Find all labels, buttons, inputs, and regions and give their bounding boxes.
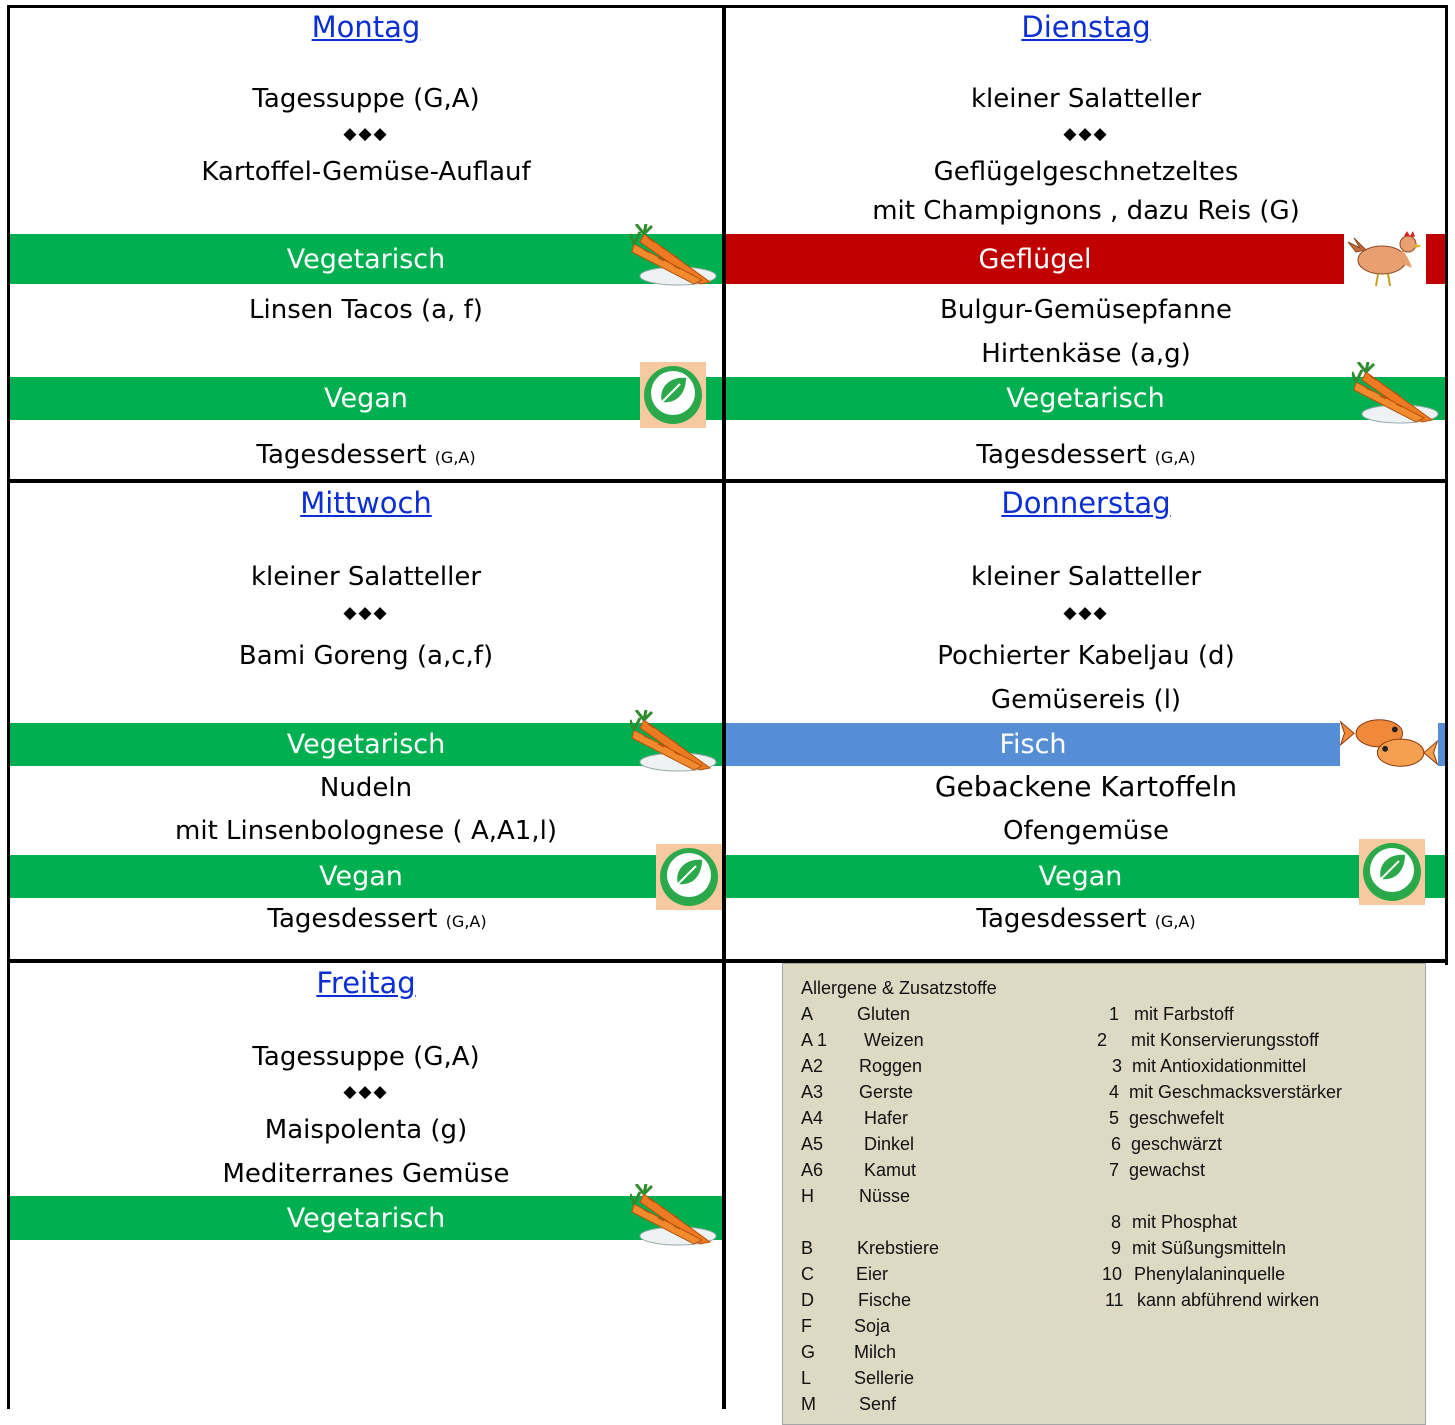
legend-additive-number: 2 <box>1097 1030 1108 1050</box>
legend-allergen-code: A2 <box>801 1056 824 1076</box>
legend-allergen-name: Krebstiere <box>857 1238 940 1258</box>
donnerstag-alt-line-2: Ofengemüse <box>1003 816 1169 846</box>
day-link-freitag[interactable]: Freitag <box>316 966 416 1000</box>
legend-additive-name: geschwefelt <box>1129 1108 1225 1128</box>
mittwoch-vegetarian-label: Vegetarisch <box>286 729 446 760</box>
freitag-vegetarian-bar <box>10 1196 722 1240</box>
legend-additive-name: mit Phosphat <box>1132 1212 1238 1232</box>
legend-allergen-code: A 1 <box>801 1030 828 1050</box>
legend-additive-name: mit Süßungsmitteln <box>1132 1238 1287 1258</box>
donnerstag-fish-label: Fisch <box>999 729 1067 760</box>
legend-allergen-name: Soja <box>854 1316 891 1336</box>
donnerstag-alt-line-1: Gebackene Kartoffeln <box>934 770 1238 803</box>
montag-dessert <box>10 440 722 470</box>
legend-allergen-code: B <box>801 1238 814 1258</box>
legend-allergen-code: H <box>801 1186 814 1206</box>
mittwoch-vegetarian-bar <box>10 723 722 766</box>
legend-additive-name: mit Farbstoff <box>1134 1004 1234 1024</box>
allergen-legend <box>782 963 1426 1425</box>
legend-additive-name: mit Geschmacksverstärker <box>1129 1082 1343 1102</box>
legend-allergen-name: Sellerie <box>854 1368 915 1388</box>
dienstag-poultry-bar-tail <box>1426 234 1445 284</box>
legend-additive-number: 4 <box>1109 1082 1120 1102</box>
vegan-leaf-icon <box>656 844 722 910</box>
montag-vegan-bar <box>10 377 722 420</box>
dienstag-dessert-allergens: (G,A) <box>1154 448 1196 467</box>
legend-allergen-name: Gluten <box>857 1004 911 1024</box>
legend-additive-name: gewachst <box>1129 1160 1206 1180</box>
legend-allergen-code: A4 <box>801 1108 824 1128</box>
dienstag-starter: kleiner Salatteller <box>970 84 1202 114</box>
donnerstag-dessert <box>726 904 1446 934</box>
freitag-vegetarian-label: Vegetarisch <box>286 1203 446 1234</box>
donnerstag-fish-bar <box>726 723 1340 766</box>
legend-allergen-code: A3 <box>801 1082 824 1102</box>
legend-additive-number: 7 <box>1109 1160 1120 1180</box>
legend-allergen-code: F <box>801 1316 812 1336</box>
dienstag-poultry-label: Geflügel <box>978 244 1092 275</box>
legend-allergen-code: A5 <box>801 1134 824 1154</box>
chicken-icon <box>1346 228 1426 288</box>
freitag-main-line-2: Mediterranes Gemüse <box>222 1159 510 1189</box>
legend-additive-number: 10 <box>1102 1264 1123 1284</box>
vegan-leaf-icon <box>1359 839 1425 905</box>
legend-allergen-name: Eier <box>856 1264 889 1284</box>
mittwoch-vegan-label: Vegan <box>319 861 403 892</box>
mittwoch-dessert-allergens: (G,A) <box>445 912 487 931</box>
mittwoch-separator: ◆◆◆ <box>343 603 389 623</box>
legend-additive-name: Phenylalaninquelle <box>1134 1264 1286 1284</box>
legend-allergen-code: M <box>801 1394 816 1414</box>
legend-allergen-name: Dinkel <box>864 1134 915 1154</box>
legend-allergen-code: A <box>801 1004 814 1024</box>
mittwoch-alt-line-1: Nudeln <box>319 773 413 803</box>
mittwoch-dessert-label: Tagesdessert <box>267 904 438 934</box>
legend-additive-number: 3 <box>1112 1056 1123 1076</box>
donnerstag-vegan-label: Vegan <box>1038 861 1123 892</box>
donnerstag-starter: kleiner Salatteller <box>970 562 1202 592</box>
montag-main-dish: Kartoffel-Gemüse-Auflauf <box>201 157 531 187</box>
mittwoch-main-dish: Bami Goreng (a,c,f) <box>238 641 494 671</box>
carrot-icon <box>630 710 720 774</box>
donnerstag-vegan-bar <box>726 855 1445 898</box>
legend-additive-name: mit Konservierungsstoff <box>1131 1030 1319 1050</box>
legend-allergen-name: Kamut <box>864 1160 917 1180</box>
dienstag-vegetarian-bar <box>726 377 1445 420</box>
montag-dessert-label: Tagesdessert <box>256 440 427 470</box>
legend-additive-number: 11 <box>1105 1290 1124 1310</box>
legend-allergen-code: A6 <box>801 1160 824 1180</box>
mittwoch-vegan-bar <box>10 855 722 898</box>
legend-allergen-name: Roggen <box>859 1056 923 1076</box>
legend-allergen-code: D <box>801 1290 814 1310</box>
legend-additive-number: 1 <box>1109 1004 1120 1024</box>
dienstag-main-line-2: mit Champignons , dazu Reis (G) <box>872 196 1300 226</box>
legend-additive-number: 5 <box>1109 1108 1120 1128</box>
legend-allergen-code: L <box>801 1368 812 1388</box>
frame-top-border <box>7 5 1448 8</box>
mittwoch-alt-line-2: mit Linsenbolognese ( A,A1,l) <box>175 816 557 846</box>
legend-allergen-code: G <box>801 1342 816 1362</box>
day-link-donnerstag[interactable]: Donnerstag <box>1001 486 1171 520</box>
mittwoch-dessert <box>10 904 744 934</box>
legend-additive-name: kann abführend wirken <box>1137 1290 1320 1310</box>
carrot-icon <box>630 1184 720 1248</box>
dienstag-dessert-label: Tagesdessert <box>976 440 1147 470</box>
donnerstag-dessert-label: Tagesdessert <box>976 904 1147 934</box>
legend-additive-number: 9 <box>1111 1238 1122 1258</box>
montag-dessert-allergens: (G,A) <box>434 448 476 467</box>
freitag-main-line-1: Maispolenta (g) <box>264 1115 468 1145</box>
legend-additive-number: 8 <box>1111 1212 1122 1232</box>
donnerstag-fish-bar-tail <box>1438 723 1445 766</box>
legend-allergen-name: Fische <box>858 1290 912 1310</box>
fish-icon <box>1340 712 1438 774</box>
carrot-icon <box>1352 362 1442 426</box>
montag-alternative-dish: Linsen Tacos (a, f) <box>249 295 483 325</box>
legend-additive-name: geschwärzt <box>1131 1134 1223 1154</box>
legend-allergen-name: Gerste <box>859 1082 914 1102</box>
mittwoch-starter: kleiner Salatteller <box>250 562 482 592</box>
legend-allergen-name: Senf <box>859 1394 897 1414</box>
legend-additive-name: mit Antioxidationmittel <box>1132 1056 1307 1076</box>
legend-allergen-name: Milch <box>854 1342 897 1362</box>
legend-allergen-code: C <box>801 1264 814 1284</box>
dienstag-poultry-bar <box>726 234 1344 284</box>
legend-allergen-name: Nüsse <box>859 1186 911 1206</box>
vegan-leaf-icon <box>640 362 706 428</box>
donnerstag-separator: ◆◆◆ <box>1063 603 1109 623</box>
carrot-icon <box>630 224 720 288</box>
frame-row-divider-1 <box>7 479 1448 483</box>
day-link-mittwoch[interactable]: Mittwoch <box>300 486 432 520</box>
day-link-montag[interactable]: Montag <box>311 10 421 44</box>
freitag-soup: Tagessuppe (G,A) <box>252 1042 480 1072</box>
dienstag-dessert <box>726 440 1446 470</box>
legend-additive-number: 6 <box>1111 1134 1122 1154</box>
dienstag-main-line-1: Geflügelgeschnetzeltes <box>933 157 1239 187</box>
donnerstag-dessert-allergens: (G,A) <box>1154 912 1196 931</box>
montag-vegetarian-bar <box>10 234 722 284</box>
dienstag-alt-line-2: Hirtenkäse (a,g) <box>981 339 1191 369</box>
dienstag-separator: ◆◆◆ <box>1063 124 1109 144</box>
day-link-dienstag[interactable]: Dienstag <box>1021 10 1151 44</box>
montag-separator: ◆◆◆ <box>343 124 389 144</box>
montag-soup: Tagessuppe (G,A) <box>252 84 480 114</box>
dienstag-vegetarian-label: Vegetarisch <box>1006 383 1165 414</box>
donnerstag-main-line-1: Pochierter Kabeljau (d) <box>937 641 1235 671</box>
montag-vegan-label: Vegan <box>324 383 408 414</box>
freitag-separator: ◆◆◆ <box>343 1082 389 1102</box>
montag-vegetarian-label: Vegetarisch <box>286 244 446 275</box>
dienstag-alt-line-1: Bulgur-Gemüsepfanne <box>940 295 1232 325</box>
legend-title: Allergene & Zusatzstoffe <box>801 978 997 998</box>
legend-allergen-name: Weizen <box>864 1030 924 1050</box>
donnerstag-main-line-2: Gemüsereis (l) <box>990 685 1182 715</box>
legend-allergen-name: Hafer <box>864 1108 909 1128</box>
